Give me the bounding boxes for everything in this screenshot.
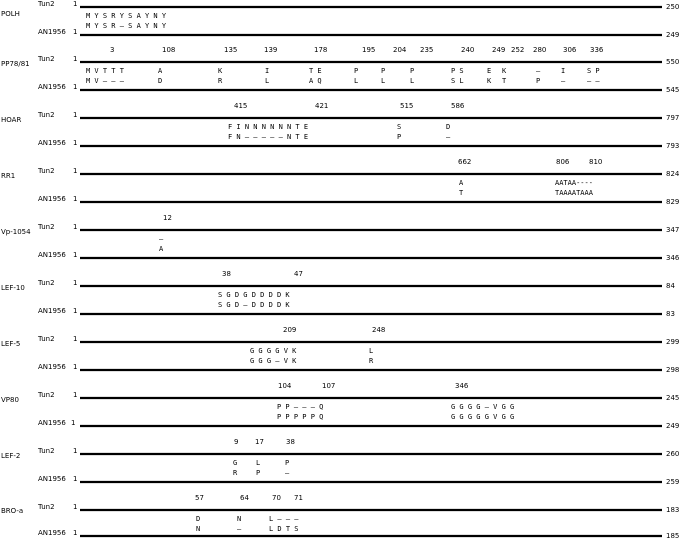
tun2-residues: – bbox=[159, 235, 164, 243]
position-label: 57 bbox=[195, 494, 204, 502]
tun2-residues: P bbox=[285, 459, 290, 467]
an1956-residues: N bbox=[196, 525, 201, 533]
strain-label-an1956: AN1956 bbox=[38, 419, 66, 427]
an1956-residues: M Y S R – S A Y N Y bbox=[86, 22, 167, 30]
strain-label-tun2: Tun2 bbox=[38, 55, 55, 63]
strain-label-an1956: AN1956 bbox=[38, 28, 66, 36]
tun2-residues: P bbox=[354, 67, 359, 75]
gene-label: POLH bbox=[1, 10, 20, 18]
strain-label-an1956: AN1956 bbox=[38, 251, 66, 259]
an1956-residues: G G G – V K bbox=[250, 357, 297, 365]
position-label: 204 bbox=[393, 46, 407, 54]
start-position-tun2: 1 bbox=[73, 111, 78, 119]
tun2-length: 550 bbox=[666, 58, 680, 66]
an1956-residues: P bbox=[256, 469, 261, 477]
position-label: 107 bbox=[322, 382, 336, 390]
strain-label-an1956: AN1956 bbox=[38, 475, 66, 483]
an1956-residues: L bbox=[381, 77, 386, 85]
position-label: 252 bbox=[511, 46, 525, 54]
tun2-residues: L bbox=[256, 459, 261, 467]
an1956-residues: R bbox=[369, 357, 374, 365]
an1956-length: 298 bbox=[666, 366, 680, 374]
tun2-residues: – bbox=[536, 67, 541, 75]
an1956-length: 793 bbox=[666, 142, 680, 150]
an1956-residues: A Q bbox=[309, 77, 322, 85]
start-position-tun2: 1 bbox=[73, 279, 78, 287]
start-position-an1956: 1 bbox=[73, 195, 78, 203]
an1956-length: 185 bbox=[666, 532, 680, 540]
an1956-residues: T bbox=[459, 189, 464, 197]
tun2-residues: N bbox=[237, 515, 242, 523]
tun2-residues: P bbox=[410, 67, 415, 75]
tun2-residues: A bbox=[158, 67, 163, 75]
an1956-residues: P bbox=[397, 133, 402, 141]
tun2-length: 299 bbox=[666, 338, 680, 346]
tun2-residues: P P – – – Q bbox=[277, 403, 324, 411]
position-label: 336 bbox=[590, 46, 604, 54]
tun2-residues: S G D G D D D D K bbox=[218, 291, 290, 299]
an1956-length: 346 bbox=[666, 254, 680, 262]
an1956-residues: – bbox=[285, 469, 290, 477]
position-label: 38 bbox=[286, 438, 295, 446]
gene-label: PP78/81 bbox=[1, 60, 30, 68]
an1956-length: 829 bbox=[666, 198, 680, 206]
an1956-residues: P bbox=[536, 77, 541, 85]
an1956-residues: A bbox=[159, 245, 164, 253]
tun2-residues: L bbox=[369, 347, 374, 355]
gene-label: RR1 bbox=[1, 172, 16, 180]
start-position-an1956: 1 bbox=[73, 363, 78, 371]
an1956-residues: TAAAATAAA bbox=[555, 189, 593, 197]
start-position-an1956: 1 bbox=[73, 475, 78, 483]
strain-label-an1956: AN1956 bbox=[38, 195, 66, 203]
tun2-residues: T E bbox=[309, 67, 322, 75]
position-label: 248 bbox=[372, 326, 386, 334]
position-label: 71 bbox=[294, 494, 303, 502]
an1956-length: 259 bbox=[666, 478, 680, 486]
an1956-length: 545 bbox=[666, 86, 680, 94]
strain-label-tun2: Tun2 bbox=[38, 447, 55, 455]
tun2-length: 824 bbox=[666, 170, 680, 178]
strain-label-tun2: Tun2 bbox=[38, 279, 55, 287]
an1956-residues: L D T S bbox=[269, 525, 299, 533]
position-label: 209 bbox=[283, 326, 297, 334]
tun2-residues: S P bbox=[587, 67, 600, 75]
start-position-tun2: 1 bbox=[73, 335, 78, 343]
gene-label: BRO-a bbox=[1, 507, 24, 515]
strain-label-an1956: AN1956 bbox=[38, 83, 66, 91]
an1956-residues: F N – – – – – N T E bbox=[228, 133, 309, 141]
an1956-residues: R bbox=[233, 469, 238, 477]
tun2-length: 245 bbox=[666, 394, 680, 402]
tun2-residues: I bbox=[561, 67, 566, 75]
position-label: 47 bbox=[294, 270, 303, 278]
start-position-tun2: 1 bbox=[73, 391, 78, 399]
position-label: 12 bbox=[163, 214, 172, 222]
tun2-residues: F I N N N N N N T E bbox=[228, 123, 309, 131]
position-label: 346 bbox=[455, 382, 469, 390]
an1956-residues: S G D – D D D D K bbox=[218, 301, 290, 309]
start-position-an1956: 1 bbox=[73, 139, 78, 147]
start-position-an1956: 1 bbox=[73, 83, 78, 91]
tun2-residues: K bbox=[218, 67, 223, 75]
strain-label-tun2: Tun2 bbox=[38, 335, 55, 343]
an1956-residues: T bbox=[502, 77, 507, 85]
position-label: 17 bbox=[255, 438, 264, 446]
position-label: 178 bbox=[314, 46, 328, 54]
an1956-residues: G G G G G V G G bbox=[451, 413, 515, 421]
an1956-residues: P P P P P Q bbox=[277, 413, 324, 421]
an1956-residues: M V – – – bbox=[86, 77, 124, 85]
tun2-length: 347 bbox=[666, 226, 680, 234]
start-position-tun2: 1 bbox=[73, 167, 78, 175]
start-position-an1956: 1 bbox=[73, 251, 78, 259]
position-label: 195 bbox=[362, 46, 376, 54]
position-label: 662 bbox=[458, 158, 472, 166]
tun2-residues: P S bbox=[451, 67, 464, 75]
tun2-residues: A bbox=[459, 179, 464, 187]
an1956-residues: – bbox=[446, 133, 451, 141]
position-label: 810 bbox=[589, 158, 603, 166]
position-label: 38 bbox=[222, 270, 231, 278]
gene-label: LEF-5 bbox=[1, 340, 21, 348]
position-label: 70 bbox=[272, 494, 281, 502]
strain-label-an1956: AN1956 bbox=[38, 139, 66, 147]
start-position-an1956: 1 bbox=[73, 307, 78, 315]
position-label: 240 bbox=[461, 46, 475, 54]
an1956-residues: L bbox=[354, 77, 359, 85]
an1956-residues: D bbox=[158, 77, 163, 85]
an1956-length: 249 bbox=[666, 31, 680, 39]
strain-label-an1956: AN1956 bbox=[38, 363, 66, 371]
position-label: 586 bbox=[451, 102, 465, 110]
an1956-residues: K bbox=[487, 77, 492, 85]
tun2-residues: M V T T T bbox=[86, 67, 124, 75]
position-label: 421 bbox=[315, 102, 329, 110]
tun2-length: 797 bbox=[666, 114, 680, 122]
tun2-length: 84 bbox=[666, 282, 675, 290]
start-position-an1956: 1 bbox=[73, 529, 78, 537]
strain-label-tun2: Tun2 bbox=[38, 391, 55, 399]
tun2-length: 250 bbox=[666, 3, 680, 11]
tun2-residues: K bbox=[502, 67, 507, 75]
position-label: 108 bbox=[162, 46, 176, 54]
tun2-residues: D bbox=[196, 515, 201, 523]
an1956-residues: – bbox=[237, 525, 242, 533]
gene-label: LEF-10 bbox=[1, 284, 25, 292]
start-position-an1956: 1 bbox=[73, 28, 78, 36]
position-label: 104 bbox=[278, 382, 292, 390]
tun2-residues: AATAA---- bbox=[555, 179, 593, 187]
tun2-residues: E bbox=[487, 67, 492, 75]
tun2-length: 183 bbox=[666, 506, 680, 514]
strain-label-an1956: AN1956 bbox=[38, 529, 66, 537]
start-position-an1956: 1 bbox=[71, 419, 76, 427]
position-label: 515 bbox=[400, 102, 414, 110]
an1956-residues: R bbox=[218, 77, 223, 85]
tun2-residues: I bbox=[265, 67, 270, 75]
tun2-residues: M Y S R Y S A Y N Y bbox=[86, 12, 167, 20]
an1956-residues: L bbox=[410, 77, 415, 85]
start-position-tun2: 1 bbox=[73, 503, 78, 511]
start-position-tun2: 1 bbox=[73, 55, 78, 63]
gene-label: HOAR bbox=[1, 116, 22, 124]
an1956-length: 83 bbox=[666, 310, 675, 318]
tun2-residues: S bbox=[397, 123, 402, 131]
position-label: 3 bbox=[110, 46, 115, 54]
tun2-length: 260 bbox=[666, 450, 680, 458]
start-position-tun2: 1 bbox=[73, 447, 78, 455]
strain-label-an1956: AN1956 bbox=[38, 307, 66, 315]
an1956-residues: – bbox=[561, 77, 566, 85]
position-label: 280 bbox=[533, 46, 547, 54]
gene-label: LEF-2 bbox=[1, 452, 21, 460]
strain-label-tun2: Tun2 bbox=[38, 223, 55, 231]
position-label: 235 bbox=[420, 46, 434, 54]
start-position-tun2: 1 bbox=[73, 223, 78, 231]
position-label: 135 bbox=[224, 46, 238, 54]
strain-label-tun2: Tun2 bbox=[38, 167, 55, 175]
tun2-residues: D bbox=[446, 123, 451, 131]
position-label: 64 bbox=[240, 494, 249, 502]
tun2-residues: L – – – bbox=[269, 515, 299, 523]
position-label: 306 bbox=[563, 46, 577, 54]
tun2-residues: G bbox=[233, 459, 238, 467]
strain-label-tun2: Tun2 bbox=[38, 0, 55, 8]
gene-label: Vp-1054 bbox=[1, 228, 31, 236]
strain-label-tun2: Tun2 bbox=[38, 111, 55, 119]
gene-label: VP80 bbox=[1, 396, 19, 404]
position-label: 249 bbox=[492, 46, 506, 54]
an1956-residues: – – bbox=[587, 77, 600, 85]
start-position-tun2: 1 bbox=[73, 0, 78, 8]
tun2-residues: G G G G V K bbox=[250, 347, 297, 355]
strain-label-tun2: Tun2 bbox=[38, 503, 55, 511]
an1956-length: 249 bbox=[666, 422, 680, 430]
position-label: 806 bbox=[556, 158, 570, 166]
position-label: 9 bbox=[234, 438, 239, 446]
position-label: 415 bbox=[234, 102, 248, 110]
tun2-residues: G G G G – V G G bbox=[451, 403, 515, 411]
tun2-residues: P bbox=[381, 67, 386, 75]
an1956-residues: L bbox=[265, 77, 270, 85]
position-label: 139 bbox=[264, 46, 278, 54]
an1956-residues: S L bbox=[451, 77, 464, 85]
